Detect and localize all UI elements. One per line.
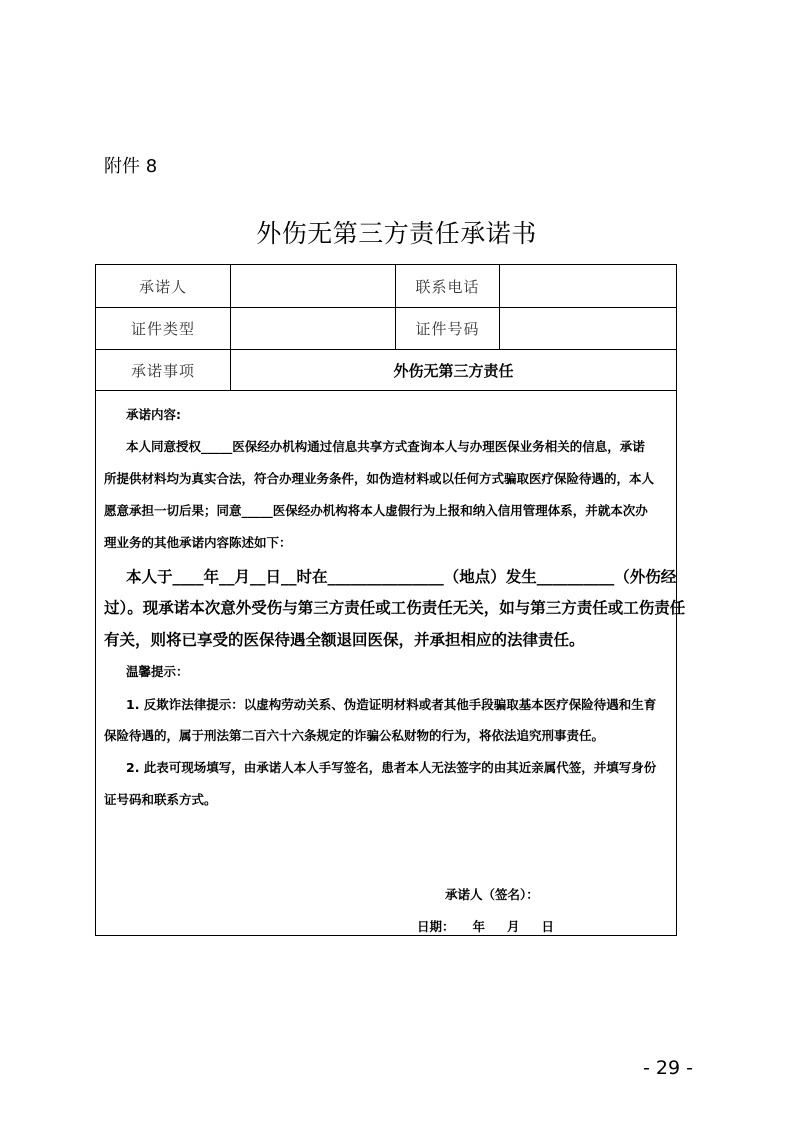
- id-type-field[interactable]: [231, 308, 396, 349]
- matter-label: 承诺事项: [96, 350, 231, 390]
- id-type-label: 证件类型: [96, 308, 231, 349]
- date-year: 年: [472, 919, 486, 934]
- date-label: 日期：: [417, 919, 455, 934]
- row-promisor: [96, 265, 676, 308]
- para2-line1: 本人于____年__月__日__时在_______________（地点）发生__________（外伤经: [126, 568, 677, 586]
- signature-date: [417, 917, 554, 935]
- tip2-line1: 2. 此表可现场填写，由承诺人本人手写签名，患者本人无法签字的由其近亲属代签，并填写身份: [126, 760, 657, 775]
- phone-field[interactable]: [500, 265, 676, 307]
- promisor-field[interactable]: [231, 265, 396, 307]
- matter-value: 外伤无第三方责任: [393, 361, 514, 380]
- row-id: [96, 308, 676, 350]
- document-title: 外伤无第三方责任承诺书: [256, 219, 537, 248]
- id-number-field[interactable]: [500, 308, 676, 349]
- para2-line3: 有关，则将已享受的医保待遇全额退回医保，并承担相应的法律责任。: [104, 631, 585, 649]
- tip1-line2: 保险待遇的，属于刑法第二百六十六条规定的诈骗公私财物的行为，将依法追究刑事责任。: [104, 728, 605, 743]
- date-month: 月: [507, 919, 520, 934]
- para1-line4: 理业务的其他承诺内容陈述如下：: [104, 535, 292, 550]
- promisor-label: 承诺人: [96, 265, 231, 307]
- date-day: 日: [541, 919, 555, 934]
- para1-line3: 愿意承担一切后果；同意_____医保经办机构将本人虚假行为上报和纳入信用管理体系，并就本次办: [104, 503, 648, 518]
- content-heading: 承诺内容:: [126, 407, 181, 422]
- commitment-form: [95, 264, 686, 936]
- attachment-label: 附件 8: [104, 156, 158, 177]
- signature-label: 承诺人（签名）：: [445, 887, 539, 902]
- para1-line1: 本人同意授权_____医保经办机构通过信息共享方式查询本人与办理医保业务相关的信息，承诺: [126, 439, 645, 454]
- page-number: - 29 -: [643, 1057, 693, 1079]
- row-matter: [96, 350, 676, 391]
- tips-heading: 温馨提示：: [126, 664, 189, 679]
- tip2-line2: 证号码和联系方式。: [104, 792, 217, 807]
- para2-line2: 过）。现承诺本次意外受伤与第三方责任或工伤责任无关，如与第三方责任或工伤责任: [104, 599, 686, 617]
- para1-line2: 所提供材料均为真实合法，符合办理业务条件，如伪造材料或以任何方式骗取医疗保险待遇的，本人: [104, 471, 655, 486]
- tip1-line1: 1. 反欺诈法律提示：以虚构劳动关系、伪造证明材料或者其他手段骗取基本医疗保险待遇和生育: [126, 697, 657, 712]
- phone-label: 联系电话: [396, 265, 500, 307]
- id-number-label: 证件号码: [396, 308, 500, 349]
